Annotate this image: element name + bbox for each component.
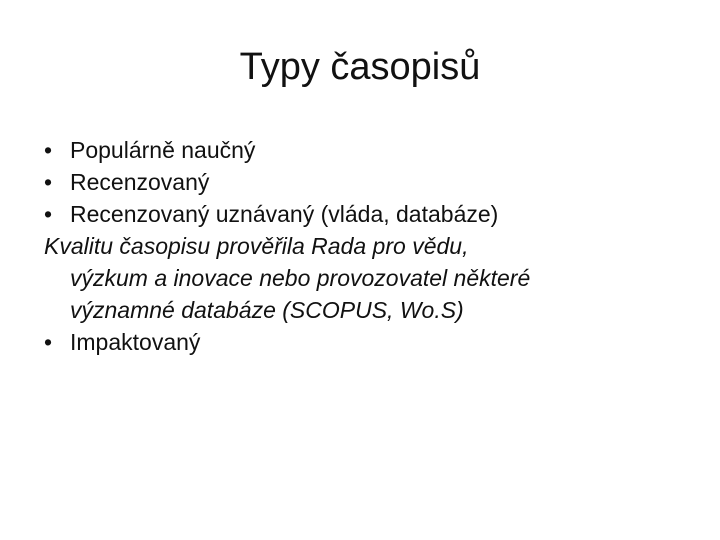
bullet-icon: •: [44, 169, 53, 195]
slide-title: Typy časopisů: [239, 46, 481, 88]
list-item-text: Recenzovaný: [70, 169, 210, 195]
slide-content: [44, 134, 694, 358]
quality-note-line: významné databáze (SCOPUS, Wo.S): [70, 297, 464, 323]
bullet-icon: •: [44, 201, 53, 227]
list-item-text: Impaktovaný: [70, 329, 201, 355]
bullet-icon: •: [44, 137, 53, 163]
quality-note: [44, 230, 694, 326]
list-item-text: Recenzovaný uznávaný (vláda, databáze): [70, 201, 499, 227]
bullet-icon: •: [44, 329, 53, 355]
list-item: [44, 198, 694, 230]
quality-note-line: výzkum a inovace nebo provozovatel některé: [70, 265, 531, 291]
list-item: [44, 166, 694, 198]
list-item: [44, 134, 694, 166]
list-item: [44, 326, 694, 358]
list-item-text: Populárně naučný: [70, 137, 256, 163]
quality-note-line: Kvalitu časopisu prověřila Rada pro vědu,: [44, 233, 469, 259]
